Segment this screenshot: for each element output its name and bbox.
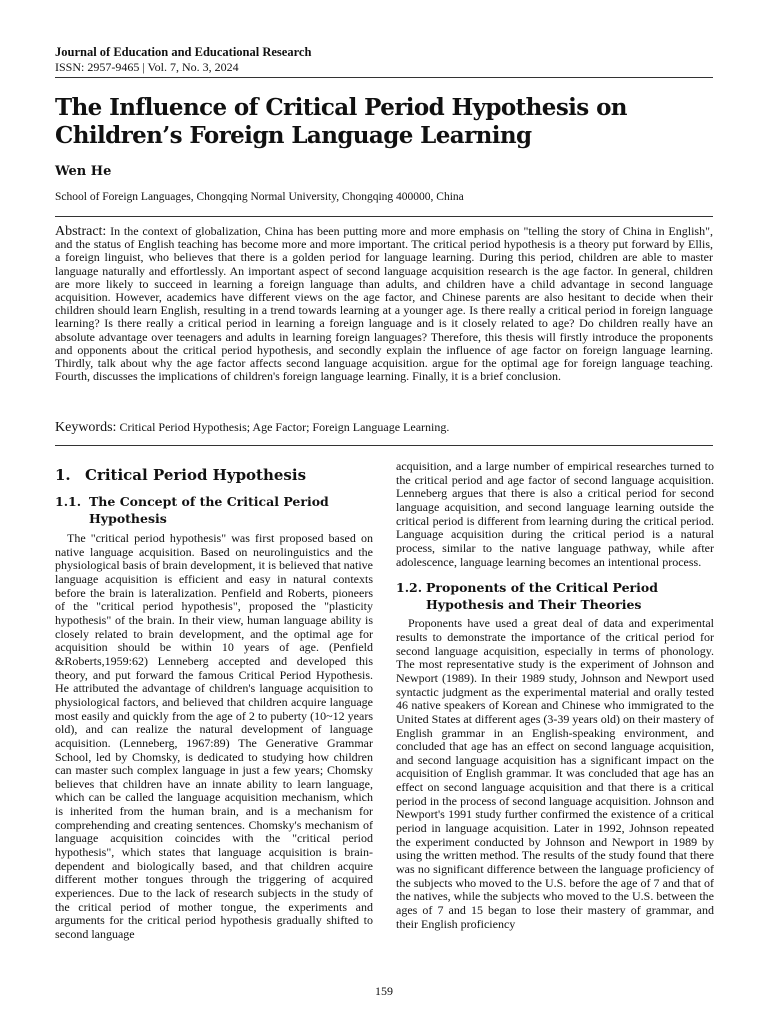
abstract (55, 225, 713, 383)
abstract-text: In the context of globalization, China has been putting more and more emphasis on "telling the story of China in English", and the status of English teaching has become more and more important. The critical period hypothesis is a theory put forward by Ellis, a foreign linguist, who believes that there is a golden period for language learning. During this period, children are able to master language naturally and effortlessly. An important aspect of second language acquisition research is the age factor. In general, children are more likely to succeed in learning a foreign language than adults, and children have a child advantage in second language acquisition. However, academics have different views on the age factor, and Chinese parents are also hesitant to decide when their children should learn English, resulting in a trend towards learning at a younger age. Is there really a critical period in foreign language learning? Is there really a critical period in learning a foreign language and is it closely related to age? Do children really have an absolute advantage over teenagers and adults in learning foreign languages? Therefore, this thesis will firstly introduce the proponents and opponents about the critical period hypothesis, and secondly explain the influence of age factor on foreign language learning. Thirdly, talk about why the age factor affects second language acquisition. argue for the optimal age for foreign language teaching. Fourth, discusses the implications of children's foreign language learning. Finally, it is a brief conclusion. (55, 224, 714, 384)
abstract-label: Abstract: (55, 224, 107, 239)
subsection-title: Proponents of the Critical Period Hypothesis and Their Theories (426, 580, 658, 613)
journal-header (55, 45, 715, 74)
journal-issn: ISSN: 2957-9465 | Vol. 7, No. 3, 2024 (55, 60, 239, 74)
header-divider (55, 77, 713, 78)
body-paragraph: Proponents have used a great deal of data and experimental results to demonstrate the importance of the critical period for second language acquisition, especially in terms of phonology. The most representative study is the experiment of Johnson and Newport (1989). In their 1989 study, Johnson and Newport used syntactic judgment as the experimental material and orally tested 46 native speakers of Korean and Chinese who immigrated to the United States at different ages (3-39 years old) on their mastery of English grammar in an English-speaking environment, and concluded that age has an effect on second language acquisition, and second language acquisition has a significant impact on the acquisition of English grammar. It was concluded that age has an effect on second language acquisition and that there is a critical period in the process of second language acquisition. Johnson and Newport's 1991 study further confirmed the existence of a critical period in language acquisition. Later in 1992, Johnson repeated the experiment conducted by Johnson and Newport in 1989 by using the written method. The results of the study found that there was no significant difference between the language proficiency of the subjects who moved to the U.S. before the age of 7 and that of the natives, while the subjects who moved to the U.S. between the ages of 7 and 15 began to lose their mastery of grammar, and their English proficiency (396, 616, 715, 931)
keywords (55, 420, 713, 436)
subsection-number: 1.1. (55, 494, 82, 509)
keywords-divider (55, 445, 713, 446)
paper-title: The Influence of Critical Period Hypothesis on Children’s Foreign Language Learning (55, 94, 627, 149)
left-column (55, 460, 373, 942)
section-title: Critical Period Hypothesis (85, 466, 307, 484)
body-paragraph: The "critical period hypothesis" was first proposed based on native language acquisition. Based on neurolinguistics and the physiological basis of brain development, it is believed that native language acquisition is efficient and easy in natural contexts before the brain is lateralization. Penfield and Roberts, pioneers of the "critical period hypothesis", proposed the "plasticity hypothesis" of the brain. In their view, human language ability is closely related to brain development, and the optimal age for acquisition should be within 10 years of age. (Penfield &Roberts,1959:62) Lenneberg accepted and developed this theory, and put forward the famous Critical Period Hypothesis. He attributed the advantage of children's language acquisition to physiological factors, and believed that children acquire language most easily and quickly from the age of 2 to puberty (10~12 years old), and can realize the natural development of language acquisition. (Lenneberg, 1967:89) The Generative Grammar School, led by Chomsky, is dedicated to studying how children can master such complex language in just a few years; Chomsky believes that children have an innate ability to learn language, which can be called the language acquisition mechanism, which is inherited from the human brain, and is a mechanism for comprehending and creating sentences. Chomsky's mechanism of language acquisition coincides with the "critical period hypothesis", which states that language acquisition is brain-dependent and biologically based, and that children acquire different mother tongues through the triggering of acquired experiences. Due to the lack of research subjects in the study of the critical period of mother tongue, the experiments and arguments for the critical period hypothesis gradually shifted to second language (55, 531, 373, 942)
subsection-number: 1.2. (396, 580, 423, 596)
author-name: Wen He (55, 164, 112, 179)
journal-name: Journal of Education and Educational Research (55, 45, 312, 59)
keywords-text: Critical Period Hypothesis; Age Factor; Foreign Language Learning. (119, 420, 450, 434)
body-paragraph-continued: acquisition, and a large number of empirical researches turned to the critical period and age factor of second language acquisition. Lenneberg argues that there is also a critical period for second language acquisition, and second language learning outside the critical period is different from learning during the critical period. Language acquisition during the critical period is a natural process, similar to the native language pathway, while after adolescence, language learning becomes an intentional process. (396, 459, 714, 569)
author-affiliation: School of Foreign Languages, Chongqing Normal University, Chongqing 400000, China (55, 191, 464, 203)
page-number: 159 (375, 984, 393, 998)
section-number: 1. (55, 466, 71, 484)
keywords-label: Keywords: (55, 420, 117, 435)
subsection-heading-1-1 (55, 493, 373, 527)
abstract-top-divider (55, 216, 713, 217)
subsection-heading-1-2 (396, 579, 714, 613)
right-column (396, 460, 714, 931)
section-heading-1 (55, 466, 373, 484)
subsection-title: The Concept of the Critical Period Hypothesis (89, 494, 329, 526)
